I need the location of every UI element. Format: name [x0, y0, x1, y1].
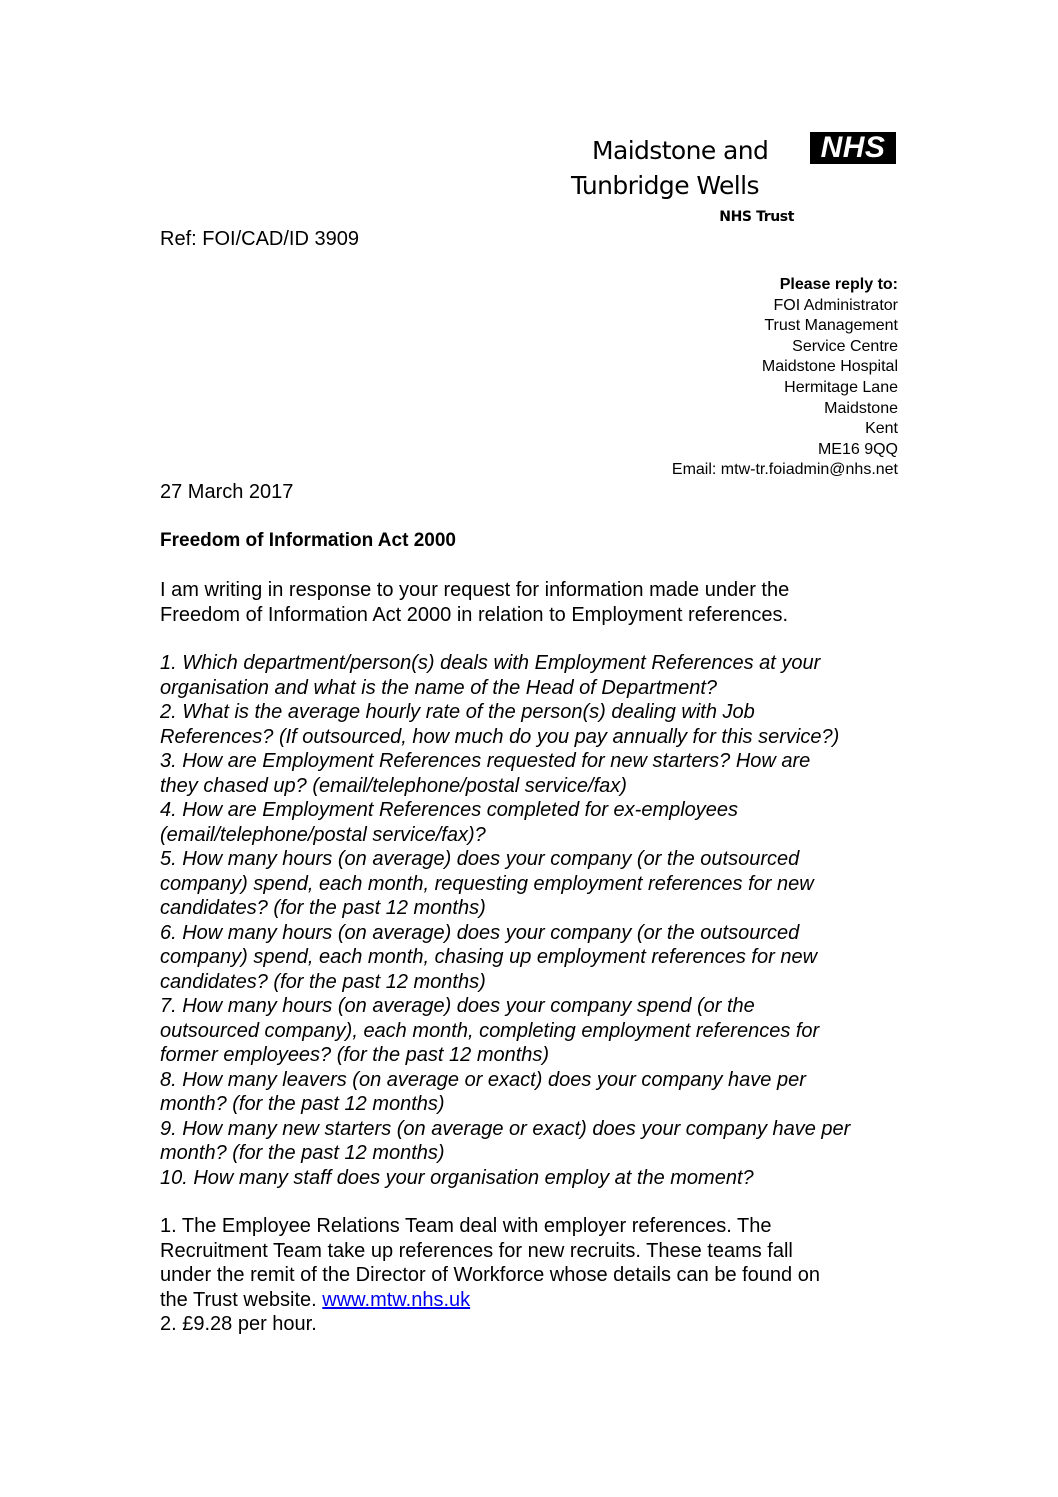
intro-paragraph: [160, 578, 920, 627]
address-line: Trust Management: [764, 317, 898, 335]
intro-line: Freedom of Information Act 2000 in relation to Employment references.: [160, 603, 789, 626]
answer-line: 1. The Employee Relations Team deal with employer references. The: [160, 1215, 772, 1237]
question-line: 6. How many hours (on average) does your company (or the outsourced: [160, 921, 800, 944]
question-line: (email/telephone/postal service/fax)?: [160, 823, 486, 846]
questions-list: [160, 651, 920, 1190]
question-line: 1. Which department/person(s) deals with Employment References at your: [160, 652, 821, 674]
question-line: 4. How are Employment References completed for ex-employees: [160, 799, 739, 821]
letter-date: 27 March 2017: [160, 481, 294, 503]
reply-address: [498, 275, 898, 481]
question-line: 8. How many leavers (on average or exact) does your company have per: [160, 1068, 806, 1091]
address-line: Maidstone: [824, 399, 898, 417]
question-line: 10. How many staff does your organisation employ at the moment?: [160, 1166, 754, 1189]
address-line: FOI Administrator: [773, 296, 898, 314]
answers-list: [160, 1214, 920, 1337]
logo-nhs-trust: NHS Trust: [719, 209, 794, 225]
question-line: outsourced company), each month, completing employment references for: [160, 1019, 820, 1042]
question-line: they chased up? (email/telephone/postal service/fax): [160, 774, 627, 797]
address-line: ME16 9QQ: [817, 440, 898, 458]
answer-line: under the remit of the Director of Workforce whose details can be found on: [160, 1264, 820, 1286]
address-email: Email: mtw-tr.foiadmin@nhs.net: [671, 461, 898, 479]
question-line: month? (for the past 12 months): [160, 1093, 445, 1115]
letter-title: Freedom of Information Act 2000: [160, 530, 456, 551]
answer-line: Recruitment Team take up references for new recruits. These teams fall: [160, 1239, 793, 1262]
question-line: month? (for the past 12 months): [160, 1142, 445, 1164]
question-line: organisation and what is the name of the Head of Department?: [160, 676, 718, 699]
answer-line-prefix: the Trust website.: [160, 1288, 323, 1311]
address-line: Hermitage Lane: [784, 378, 898, 396]
question-line: 9. How many new starters (on average or exact) does your company have per: [160, 1117, 851, 1140]
address-line: Maidstone Hospital: [761, 358, 898, 376]
question-line: company) spend, each month, requesting employment references for new: [160, 872, 814, 895]
question-line: former employees? (for the past 12 months): [160, 1044, 550, 1066]
address-line: Service Centre: [792, 337, 898, 355]
question-line: 7. How many hours (on average) does your company spend (or the: [160, 995, 755, 1017]
question-line: 5. How many hours (on average) does your company (or the outsourced: [160, 848, 800, 870]
reference-number: Ref: FOI/CAD/ID 3909: [160, 228, 359, 250]
answer-line-with-link: [160, 1288, 920, 1313]
question-line: References? (If outsourced, how much do you pay annually for this service?): [160, 725, 840, 748]
nhs-logo-badge: NHS: [810, 132, 896, 164]
question-line: candidates? (for the past 12 months): [160, 970, 486, 993]
intro-line: I am writing in response to your request for information made under the: [160, 579, 790, 601]
logo-org-name-line1: Maidstone and: [592, 136, 769, 165]
question-line: 2. What is the average hourly rate of the person(s) dealing with Job: [160, 701, 755, 723]
question-line: candidates? (for the past 12 months): [160, 897, 486, 919]
question-line: company) spend, each month, chasing up employment references for new: [160, 946, 818, 968]
logo-org-name-line2: Tunbridge Wells: [571, 171, 759, 200]
address-line: Kent: [865, 420, 898, 438]
trust-website-link[interactable]: www.mtw.nhs.uk: [322, 1288, 471, 1311]
question-line: 3. How are Employment References requested for new starters? How are: [160, 750, 811, 772]
reply-address-heading: Please reply to:: [779, 276, 898, 293]
answer-line: 2. £9.28 per hour.: [160, 1313, 317, 1335]
